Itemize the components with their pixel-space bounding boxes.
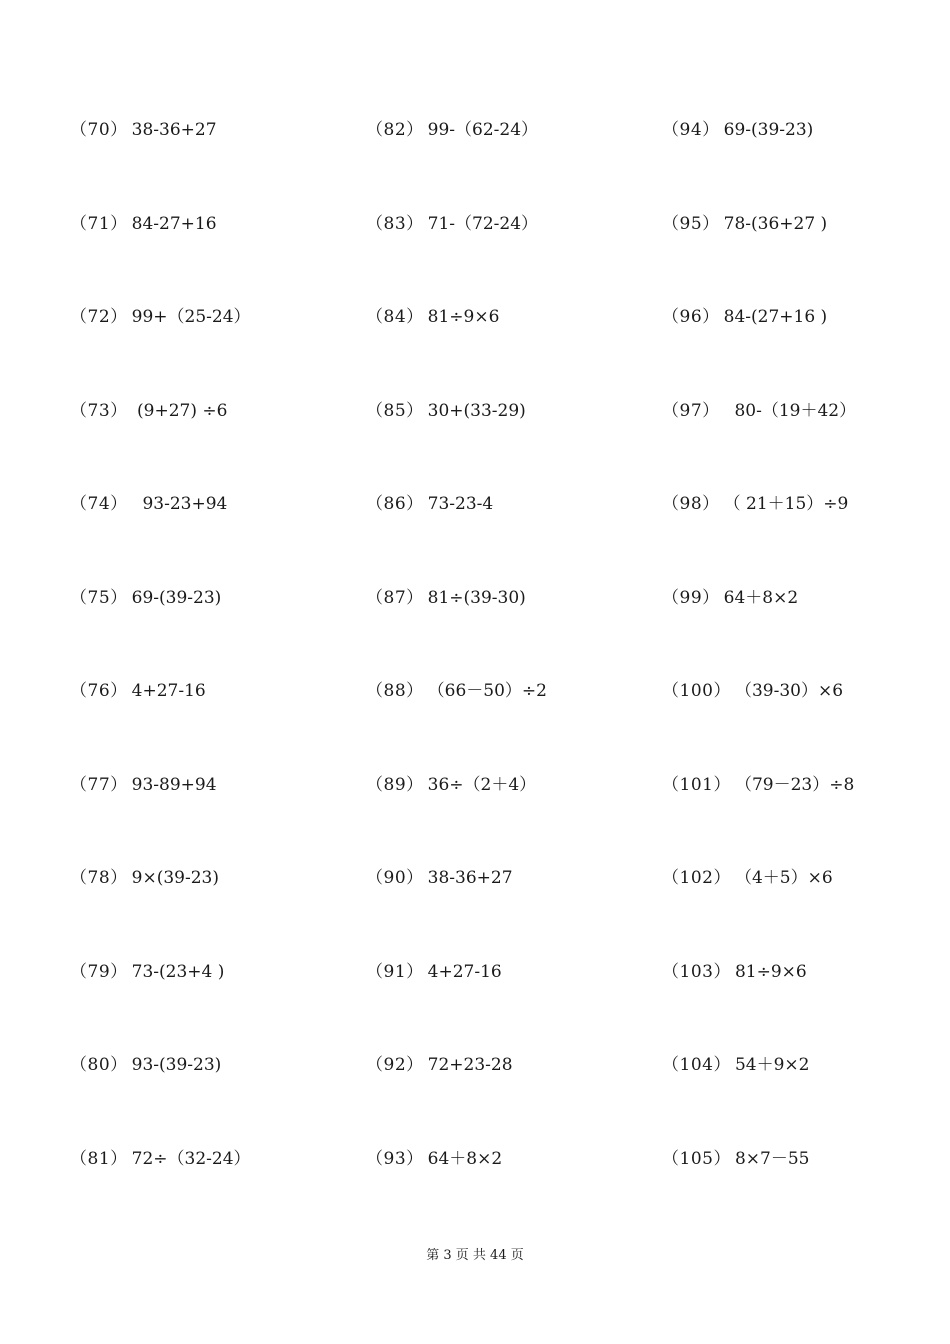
problem-expression: 38-36+27 <box>427 868 513 888</box>
problem-number: （105） <box>662 1148 731 1169</box>
problem-number: （103） <box>662 961 731 982</box>
problem-number: （75） <box>70 587 128 608</box>
problem-expression: 99+（25-24） <box>131 307 251 327</box>
problem-item <box>662 954 950 1048</box>
problem-expression: 73-(23+4 ) <box>131 961 225 982</box>
problem-item <box>70 673 360 767</box>
problem-item <box>70 486 360 580</box>
problem-item <box>366 673 656 767</box>
problem-number: （94） <box>662 120 720 140</box>
problem-number: （87） <box>366 587 424 608</box>
problem-number: （79） <box>70 961 128 982</box>
problem-item <box>366 206 656 300</box>
problem-item <box>366 767 656 861</box>
problem-item <box>662 1047 950 1141</box>
problem-expression: 81÷(39-30) <box>427 587 526 608</box>
problem-number: （98） <box>662 494 720 514</box>
problem-item <box>366 299 656 393</box>
problem-number: （72） <box>70 307 128 327</box>
problem-number: （83） <box>366 213 424 234</box>
problem-expression: 4+27-16 <box>131 681 206 701</box>
problem-expression: 38-36+27 <box>131 120 217 140</box>
problem-item <box>366 954 656 1048</box>
problem-column-2 <box>366 112 656 1234</box>
problem-number: （88） <box>366 681 424 701</box>
problem-expression: 69-(39-23) <box>131 587 222 608</box>
problem-expression: 4+27-16 <box>427 961 502 982</box>
problem-item <box>70 393 360 487</box>
problem-expression: 54＋9×2 <box>734 1055 810 1075</box>
problem-expression: 93-(39-23) <box>131 1055 222 1075</box>
problem-item <box>70 299 360 393</box>
problem-expression: 80-（19＋42） <box>723 400 857 421</box>
problem-item <box>70 767 360 861</box>
problem-expression: 84-(27+16 ) <box>723 307 828 327</box>
problem-item <box>366 580 656 674</box>
problem-expression: 72÷（32-24） <box>131 1148 251 1169</box>
problem-item <box>366 1047 656 1141</box>
problem-number: （89） <box>366 774 424 795</box>
problem-expression: 69-(39-23) <box>723 120 814 140</box>
problem-expression: 8×7－55 <box>734 1148 810 1169</box>
problem-item <box>70 112 360 206</box>
problem-number: （70） <box>70 120 128 140</box>
problem-number: （80） <box>70 1055 128 1075</box>
problem-expression: (9+27) ÷6 <box>131 400 228 421</box>
problem-item <box>662 486 950 580</box>
problem-number: （96） <box>662 307 720 327</box>
problem-item <box>70 954 360 1048</box>
problem-number: （86） <box>366 494 424 514</box>
problem-number: （73） <box>70 400 128 421</box>
problem-number: （99） <box>662 587 720 608</box>
problem-item <box>662 299 950 393</box>
problem-item <box>366 393 656 487</box>
problem-expression: 73-23-4 <box>427 494 494 514</box>
problem-number: （84） <box>366 307 424 327</box>
problem-number: （78） <box>70 868 128 888</box>
problem-expression: 99-（62-24） <box>427 120 539 140</box>
problem-number: （100） <box>662 681 731 701</box>
problem-expression: （39-30）×6 <box>734 681 844 701</box>
problem-number: （90） <box>366 868 424 888</box>
problem-item <box>366 1141 656 1235</box>
problem-item <box>70 1047 360 1141</box>
problem-item <box>70 206 360 300</box>
problem-item <box>70 580 360 674</box>
problem-expression: 72+23-28 <box>427 1055 513 1075</box>
problem-item <box>70 860 360 954</box>
problem-expression: （4＋5）×6 <box>734 868 833 888</box>
problem-item <box>662 767 950 861</box>
problem-number: （95） <box>662 213 720 234</box>
problem-item <box>662 580 950 674</box>
problem-expression: 30+(33-29) <box>427 400 526 421</box>
problem-expression: 9×(39-23) <box>131 868 219 888</box>
problem-item <box>662 112 950 206</box>
problem-item <box>366 486 656 580</box>
problem-number: （74） <box>70 494 128 514</box>
problem-item <box>662 393 950 487</box>
problem-number: （76） <box>70 681 128 701</box>
problem-number: （85） <box>366 400 424 421</box>
problem-number: （91） <box>366 961 424 982</box>
problem-number: （102） <box>662 868 731 888</box>
problem-expression: 64＋8×2 <box>723 587 799 608</box>
problem-number: （81） <box>70 1148 128 1169</box>
problem-item <box>662 673 950 767</box>
problem-column-3 <box>662 112 950 1234</box>
problem-number: （71） <box>70 213 128 234</box>
problem-expression: 64＋8×2 <box>427 1148 503 1169</box>
problem-number: （82） <box>366 120 424 140</box>
problem-number: （97） <box>662 400 720 421</box>
problem-expression: （66－50）÷2 <box>427 681 547 701</box>
problem-number: （101） <box>662 774 731 795</box>
problem-expression: 36÷（2＋4） <box>427 774 537 795</box>
problem-expression: 84-27+16 <box>131 213 217 234</box>
problem-expression: 93-89+94 <box>131 774 217 795</box>
problem-number: （77） <box>70 774 128 795</box>
problem-column-1 <box>70 112 360 1234</box>
problem-number: （92） <box>366 1055 424 1075</box>
problem-expression: （79－23）÷8 <box>734 774 855 795</box>
problem-expression: 71-（72-24） <box>427 213 539 234</box>
problem-item <box>662 860 950 954</box>
problem-expression: （ 21＋15）÷9 <box>723 494 849 514</box>
problem-expression: 93-23+94 <box>131 494 228 514</box>
page-number-footer: 第 3 页 共 44 页 <box>426 1248 524 1263</box>
problem-expression: 81÷9×6 <box>734 961 807 982</box>
problem-item <box>366 860 656 954</box>
problem-item <box>662 206 950 300</box>
problem-number: （104） <box>662 1055 731 1075</box>
problem-item <box>366 112 656 206</box>
problem-item <box>70 1141 360 1235</box>
problem-number: （93） <box>366 1148 424 1169</box>
problem-expression: 81÷9×6 <box>427 307 500 327</box>
problem-item <box>662 1141 950 1235</box>
problem-expression: 78-(36+27 ) <box>723 213 828 234</box>
